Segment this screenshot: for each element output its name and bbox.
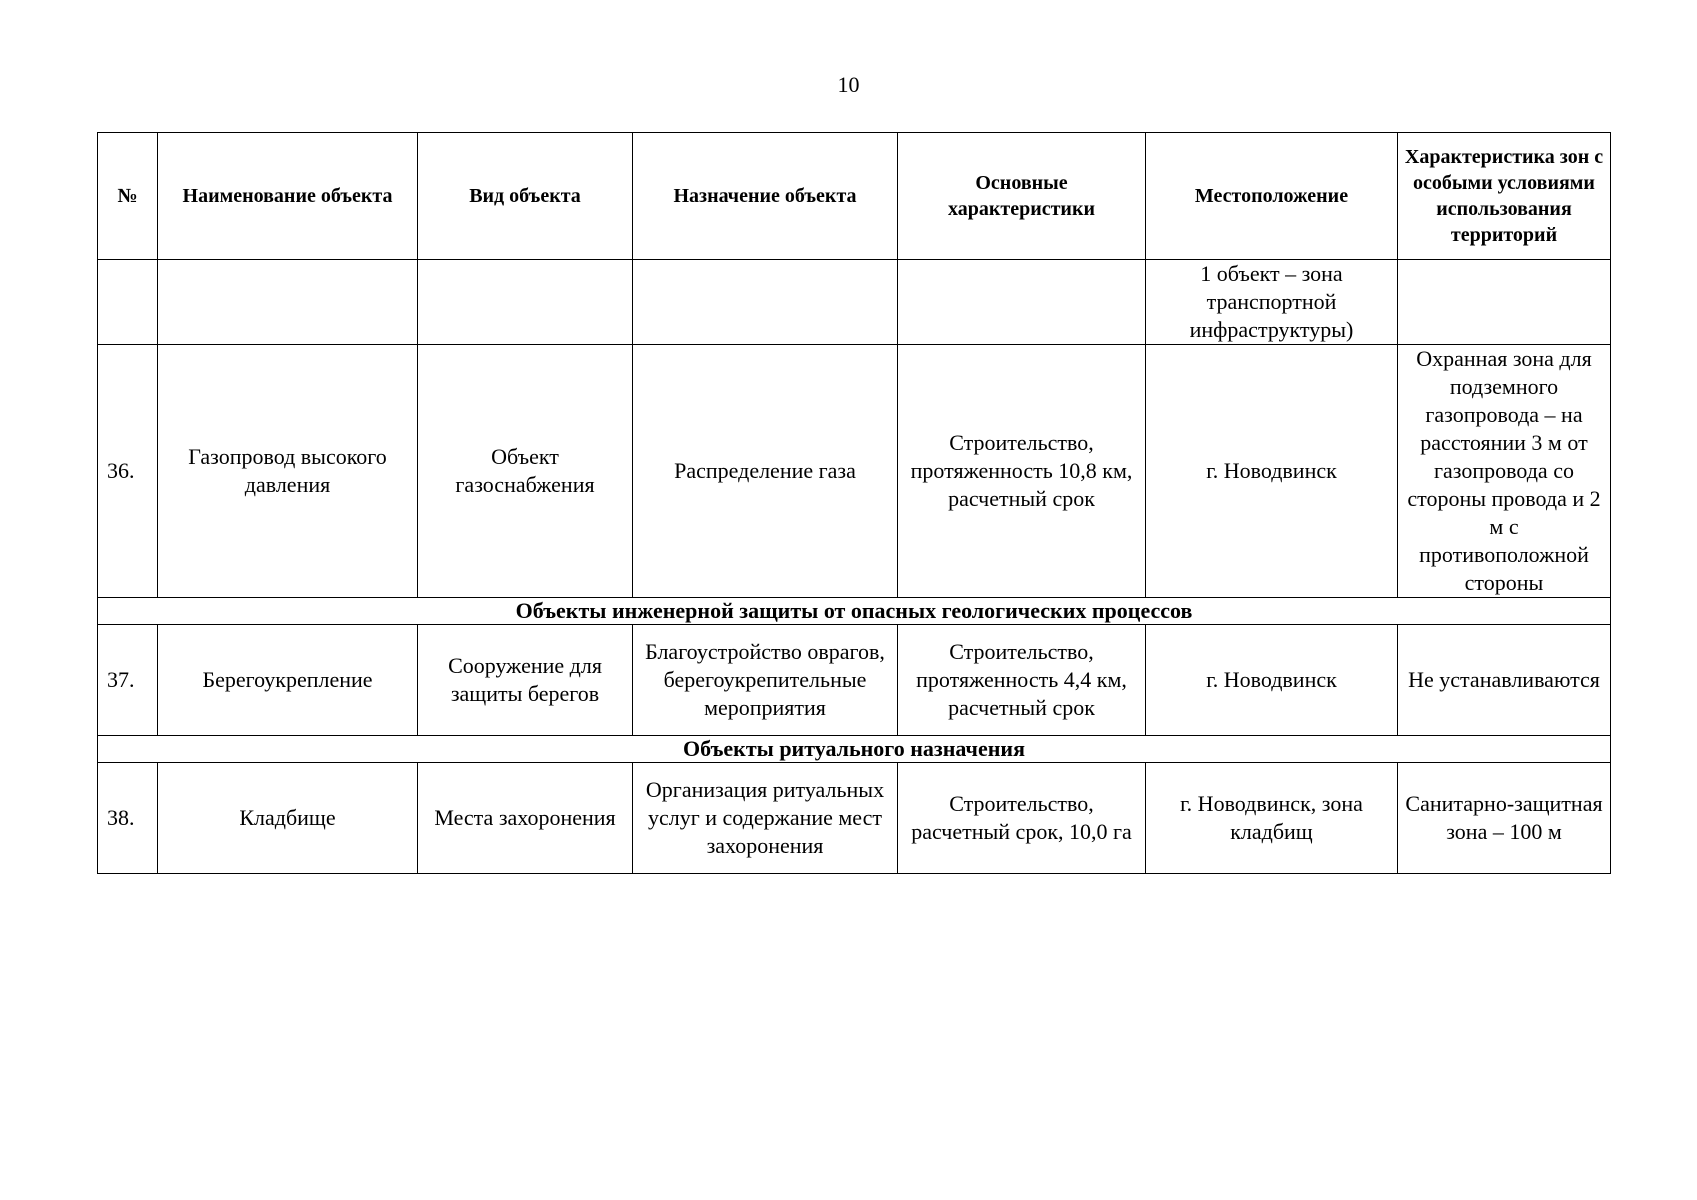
cell-location: г. Новодвинск	[1146, 345, 1398, 598]
cell-kind: Сооружение для защиты берегов	[418, 625, 633, 736]
cell-zones	[1398, 260, 1611, 345]
section-title: Объекты инженерной защиты от опасных геологических процессов	[98, 598, 1611, 625]
cell-location: г. Новодвинск, зона кладбищ	[1146, 763, 1398, 874]
cell-kind	[418, 260, 633, 345]
cell-zones: Не устанавливаются	[1398, 625, 1611, 736]
page-number: 10	[837, 72, 860, 97]
header-zones: Характеристика зон с особыми условиями использования территорий	[1398, 133, 1611, 260]
header-location: Местоположение	[1146, 133, 1398, 260]
cell-name: Берегоукрепление	[158, 625, 418, 736]
cell-specs: Строительство, протяженность 4,4 км, расчетный срок	[898, 625, 1146, 736]
table-header-row	[98, 133, 1611, 260]
cell-zones: Санитарно-защитная зона – 100 м	[1398, 763, 1611, 874]
cell-specs	[898, 260, 1146, 345]
cell-location: г. Новодвинск	[1146, 625, 1398, 736]
cell-kind: Места захоронения	[418, 763, 633, 874]
cell-zones: Охранная зона для подземного газопровода – на расстоянии 3 м от газопровода со стороны провода и 2 м с противоположной стороны	[1398, 345, 1611, 598]
header-num: №	[98, 133, 158, 260]
cell-name	[158, 260, 418, 345]
table-row	[98, 625, 1611, 736]
cell-num: 36.	[98, 345, 158, 598]
table-row	[98, 345, 1611, 598]
cell-name: Газопровод высокого давления	[158, 345, 418, 598]
cell-purpose	[633, 260, 898, 345]
cell-num: 38.	[98, 763, 158, 874]
cell-location: 1 объект – зона транспортной инфраструктуры)	[1146, 260, 1398, 345]
cell-purpose: Распределение газа	[633, 345, 898, 598]
section-row	[98, 736, 1611, 763]
table-row-continuation	[98, 260, 1611, 345]
cell-purpose: Организация ритуальных услуг и содержание мест захоронения	[633, 763, 898, 874]
cell-name: Кладбище	[158, 763, 418, 874]
header-purpose: Назначение объекта	[633, 133, 898, 260]
cell-specs: Строительство, расчетный срок, 10,0 га	[898, 763, 1146, 874]
section-row	[98, 598, 1611, 625]
header-specs: Основные характеристики	[898, 133, 1146, 260]
header-name: Наименование объекта	[158, 133, 418, 260]
cell-num: 37.	[98, 625, 158, 736]
cell-purpose: Благоустройство оврагов, берегоукрепительные мероприятия	[633, 625, 898, 736]
cell-num	[98, 260, 158, 345]
cell-kind: Объект газоснабжения	[418, 345, 633, 598]
table-row	[98, 763, 1611, 874]
cell-specs: Строительство, протяженность 10,8 км, расчетный срок	[898, 345, 1146, 598]
section-title: Объекты ритуального назначения	[98, 736, 1611, 763]
objects-table	[97, 132, 1611, 874]
header-kind: Вид объекта	[418, 133, 633, 260]
